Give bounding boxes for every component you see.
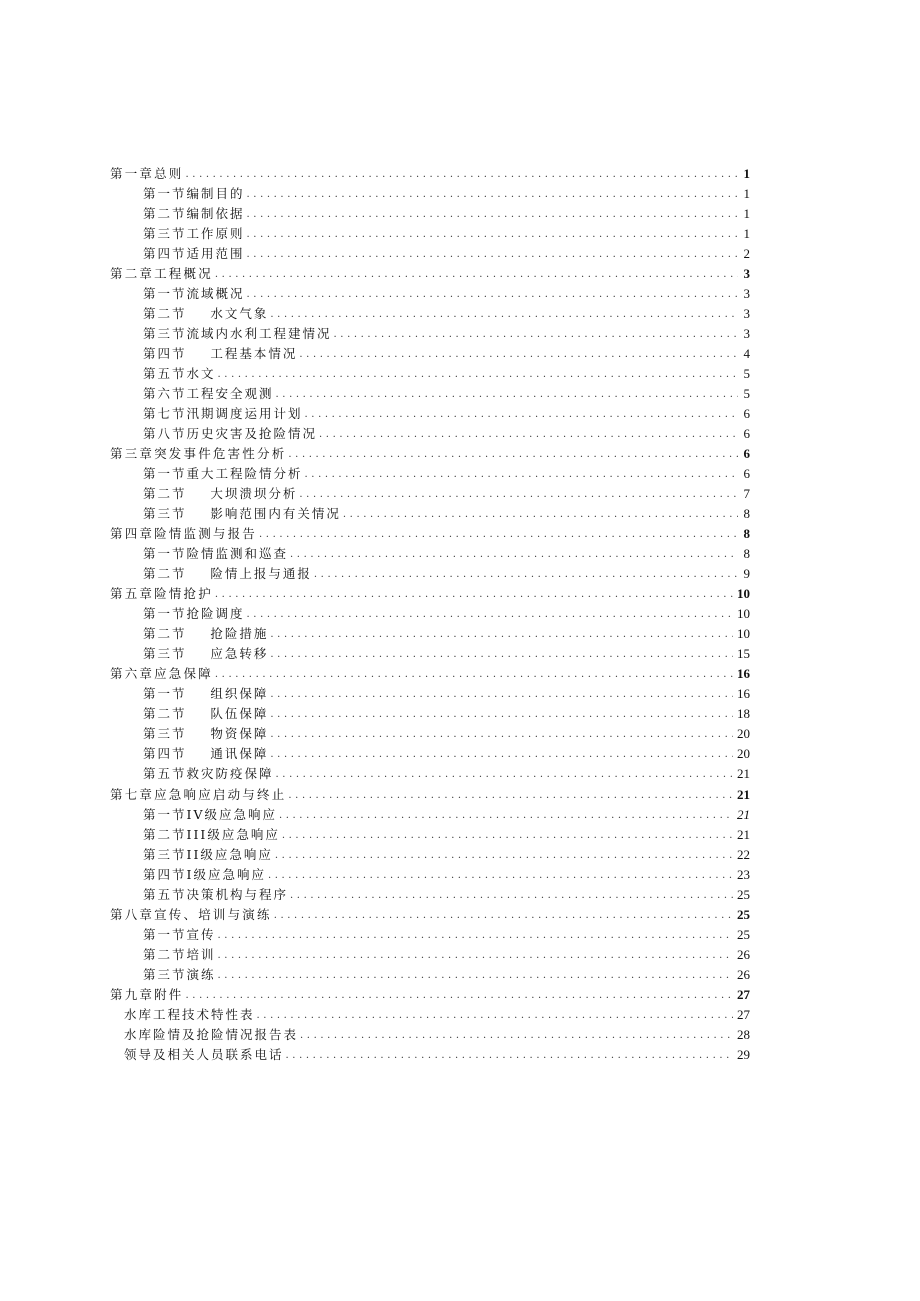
dot-leader <box>286 1050 733 1062</box>
dot-leader <box>247 609 733 621</box>
toc-page-number: 6 <box>743 446 750 462</box>
toc-page-number: 28 <box>737 1026 750 1042</box>
dot-leader <box>270 709 733 721</box>
dot-leader <box>247 249 738 261</box>
toc-chapter-entry[interactable] <box>110 982 750 1002</box>
toc-entry-title: 第一节IV级应急响应 <box>143 806 277 822</box>
toc-page-number: 23 <box>737 866 750 882</box>
toc-page-number: 6 <box>743 426 750 442</box>
toc-section-entry[interactable] <box>110 421 750 441</box>
toc-appendix-entry[interactable] <box>110 1042 750 1062</box>
toc-entry-title: 第二章工程概况 <box>110 266 213 282</box>
dot-leader <box>247 229 738 241</box>
toc-entry-title: 第二节 队伍保障 <box>143 706 269 722</box>
toc-chapter-entry[interactable] <box>110 441 750 461</box>
toc-section-entry[interactable] <box>110 922 750 942</box>
toc-chapter-entry[interactable] <box>110 781 750 801</box>
dot-leader <box>218 950 733 962</box>
toc-entry-title: 第三节 物资保障 <box>143 726 269 742</box>
dot-leader <box>300 1030 733 1042</box>
toc-page-number: 3 <box>743 326 750 342</box>
dot-leader <box>218 930 733 942</box>
toc-section-entry[interactable] <box>110 962 750 982</box>
dot-leader <box>305 409 738 421</box>
toc-entry-title: 领导及相关人员联系电话 <box>124 1046 284 1062</box>
toc-section-entry[interactable] <box>110 721 750 741</box>
toc-entry-title: 第七节汛期调度运用计划 <box>143 406 303 422</box>
toc-section-entry[interactable] <box>110 481 750 501</box>
toc-page-number: 7 <box>743 486 750 502</box>
toc-appendix-entry[interactable] <box>110 1002 750 1022</box>
toc-chapter-entry[interactable] <box>110 902 750 922</box>
toc-entry-title: 第二节 水文气象 <box>143 306 269 322</box>
dot-leader <box>270 309 738 321</box>
toc-entry-title: 第一节编制目的 <box>143 186 245 202</box>
toc-entry-title: 第三章突发事件危害性分析 <box>110 446 287 462</box>
toc-entry-title: 第五节决策机构与程序 <box>143 886 289 902</box>
toc-section-entry[interactable] <box>110 321 750 341</box>
toc-entry-title: 第五节水文 <box>143 366 216 382</box>
toc-page-number: 25 <box>737 906 750 922</box>
toc-entry-title: 第二节编制依据 <box>143 206 245 222</box>
toc-page-number: 20 <box>737 726 750 742</box>
toc-entry-title: 第四章险情监测与报告 <box>110 526 258 542</box>
dot-leader <box>299 349 738 361</box>
toc-entry-title: 第一章总则 <box>110 166 184 182</box>
dot-leader <box>270 649 733 661</box>
toc-page-number: 1 <box>743 186 750 202</box>
toc-page-number: 18 <box>737 706 750 722</box>
dot-leader <box>270 749 733 761</box>
toc-page-number: 22 <box>737 846 750 862</box>
toc-entry-title: 第三节 影响范围内有关情况 <box>143 506 341 522</box>
toc-section-entry[interactable] <box>110 501 750 521</box>
toc-entry-title: 第五章险情抢护 <box>110 586 213 602</box>
dot-leader <box>247 189 738 201</box>
toc-entry-title: 第二节 大坝溃坝分析 <box>143 486 298 502</box>
toc-section-entry[interactable] <box>110 761 750 781</box>
dot-leader <box>275 850 733 862</box>
dot-leader <box>276 389 738 401</box>
toc-page-number: 1 <box>743 226 750 242</box>
dot-leader <box>290 890 733 902</box>
toc-page-number: 15 <box>737 646 750 662</box>
toc-entry-title: 第一节抢险调度 <box>143 606 245 622</box>
toc-section-entry[interactable] <box>110 281 750 301</box>
toc-section-entry[interactable] <box>110 461 750 481</box>
toc-entry-title: 第四节I级应急响应 <box>143 866 266 882</box>
toc-entry-title: 第三节演练 <box>143 966 216 982</box>
toc-page-number: 6 <box>743 466 750 482</box>
dot-leader <box>288 790 733 802</box>
toc-entry-title: 第八节历史灾害及抢险情况 <box>143 426 318 442</box>
dot-leader <box>215 269 738 281</box>
toc-page-number: 3 <box>743 306 750 322</box>
toc-section-entry[interactable] <box>110 681 750 701</box>
toc-page-number: 2 <box>743 246 750 262</box>
toc-page-number: 16 <box>737 666 750 682</box>
toc-page-number: 9 <box>743 566 750 582</box>
dot-leader <box>282 830 733 842</box>
toc-section-entry[interactable] <box>110 641 750 661</box>
toc-chapter-entry[interactable] <box>110 581 750 601</box>
toc-page-number: 8 <box>743 546 750 562</box>
toc-page-number: 1 <box>743 206 750 222</box>
toc-entry-title: 第四节适用范围 <box>143 246 245 262</box>
dot-leader <box>270 689 733 701</box>
toc-entry-title: 第三节工作原则 <box>143 226 245 242</box>
toc-entry-title: 第三节II级应急响应 <box>143 846 273 862</box>
toc-entry-title: 第二节 险情上报与通报 <box>143 566 312 582</box>
dot-leader <box>257 1010 733 1022</box>
toc-page-number: 10 <box>737 606 750 622</box>
toc-section-entry[interactable] <box>110 201 750 221</box>
toc-section-entry[interactable] <box>110 942 750 962</box>
toc-entry-title: 第一节 组织保障 <box>143 686 269 702</box>
toc-entry-title: 第一节险情监测和巡查 <box>143 546 289 562</box>
toc-section-entry[interactable] <box>110 802 750 822</box>
dot-leader <box>215 669 733 681</box>
toc-page-number: 21 <box>737 786 750 802</box>
toc-section-entry[interactable] <box>110 241 750 261</box>
toc-section-entry[interactable] <box>110 701 750 721</box>
dot-leader <box>279 810 733 822</box>
toc-entry-title: 第三节 应急转移 <box>143 646 269 662</box>
toc-page-number: 8 <box>743 526 750 542</box>
toc-page-number: 16 <box>737 686 750 702</box>
toc-section-entry[interactable] <box>110 341 750 361</box>
toc-entry-title: 第七章应急响应启动与终止 <box>110 786 287 802</box>
toc-appendix-entry[interactable] <box>110 1022 750 1042</box>
dot-leader <box>290 549 738 561</box>
toc-page-number: 3 <box>743 266 750 282</box>
toc-section-entry[interactable] <box>110 221 750 241</box>
toc-chapter-entry[interactable] <box>110 161 750 181</box>
toc-entry-title: 第二节III级应急响应 <box>143 826 280 842</box>
toc-page-number: 20 <box>737 746 750 762</box>
dot-leader <box>288 449 738 461</box>
toc-entry-title: 第三节流域内水利工程建情况 <box>143 326 332 342</box>
toc-page-number: 5 <box>743 386 750 402</box>
toc-section-entry[interactable] <box>110 361 750 381</box>
toc-page-number: 1 <box>743 166 750 182</box>
toc-section-entry[interactable] <box>110 862 750 882</box>
dot-leader <box>186 990 733 1002</box>
dot-leader <box>299 489 738 501</box>
dot-leader <box>319 429 738 441</box>
dot-leader <box>186 169 738 181</box>
toc-entry-title: 第四节 工程基本情况 <box>143 346 298 362</box>
toc-page-number: 10 <box>737 626 750 642</box>
toc-entry-title: 第二节培训 <box>143 946 216 962</box>
toc-page-number: 21 <box>737 806 750 822</box>
dot-leader <box>268 870 733 882</box>
toc-page-number: 4 <box>743 346 750 362</box>
toc-section-entry[interactable] <box>110 541 750 561</box>
toc-entry-title: 第一节重大工程险情分析 <box>143 466 303 482</box>
toc-section-entry[interactable] <box>110 381 750 401</box>
toc-chapter-entry[interactable] <box>110 261 750 281</box>
toc-page-number: 21 <box>737 766 750 782</box>
dot-leader <box>314 569 738 581</box>
toc-section-entry[interactable] <box>110 301 750 321</box>
dot-leader <box>215 589 733 601</box>
dot-leader <box>270 729 733 741</box>
toc-section-entry[interactable] <box>110 822 750 842</box>
toc-page-number: 25 <box>737 886 750 902</box>
table-of-contents <box>110 161 750 1062</box>
dot-leader <box>276 769 733 781</box>
toc-section-entry[interactable] <box>110 401 750 421</box>
toc-page-number: 26 <box>737 946 750 962</box>
dot-leader <box>218 369 738 381</box>
toc-entry-title: 水库工程技术特性表 <box>124 1006 255 1022</box>
toc-page-number: 21 <box>737 826 750 842</box>
toc-page-number: 26 <box>737 966 750 982</box>
dot-leader <box>259 529 738 541</box>
toc-entry-title: 第八章宣传、培训与演练 <box>110 906 272 922</box>
toc-section-entry[interactable] <box>110 741 750 761</box>
toc-page-number: 25 <box>737 926 750 942</box>
toc-section-entry[interactable] <box>110 882 750 902</box>
toc-entry-title: 第六节工程安全观测 <box>143 386 274 402</box>
dot-leader <box>334 329 738 341</box>
dot-leader <box>218 970 733 982</box>
dot-leader <box>305 469 738 481</box>
toc-chapter-entry[interactable] <box>110 521 750 541</box>
dot-leader <box>343 509 738 521</box>
dot-leader <box>270 629 733 641</box>
toc-entry-title: 第九章附件 <box>110 986 184 1002</box>
toc-page-number: 3 <box>743 286 750 302</box>
toc-entry-title: 第二节 抢险措施 <box>143 626 269 642</box>
toc-section-entry[interactable] <box>110 181 750 201</box>
toc-entry-title: 第一节宣传 <box>143 926 216 942</box>
toc-page-number: 8 <box>743 506 750 522</box>
toc-section-entry[interactable] <box>110 601 750 621</box>
dot-leader <box>247 209 738 221</box>
toc-entry-title: 第五节救灾防疫保障 <box>143 766 274 782</box>
toc-page-number: 29 <box>737 1046 750 1062</box>
toc-section-entry[interactable] <box>110 561 750 581</box>
toc-entry-title: 第一节流域概况 <box>143 286 245 302</box>
toc-page-number: 5 <box>743 366 750 382</box>
dot-leader <box>274 910 733 922</box>
toc-section-entry[interactable] <box>110 842 750 862</box>
toc-entry-title: 第四节 通讯保障 <box>143 746 269 762</box>
toc-page-number: 6 <box>743 406 750 422</box>
toc-section-entry[interactable] <box>110 621 750 641</box>
toc-page-number: 10 <box>737 586 750 602</box>
toc-entry-title: 水库险情及抢险情况报告表 <box>124 1026 299 1042</box>
dot-leader <box>247 289 738 301</box>
toc-page-number: 27 <box>737 986 750 1002</box>
toc-page-number: 27 <box>737 1006 750 1022</box>
toc-chapter-entry[interactable] <box>110 661 750 681</box>
toc-entry-title: 第六章应急保障 <box>110 666 213 682</box>
